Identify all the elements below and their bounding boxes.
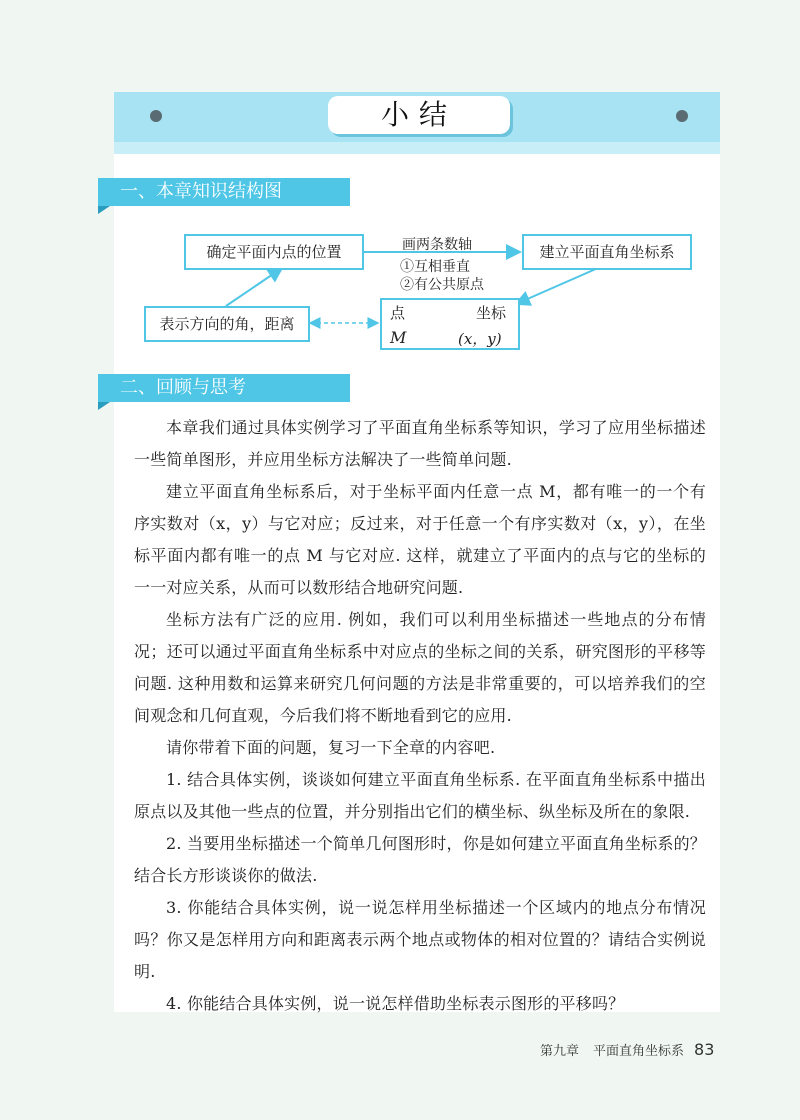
page-title: 小结	[328, 96, 510, 134]
section-heading-knowledge-map: 一、本章知识结构图	[98, 178, 350, 206]
arrow-label-two-axes: 画两条数轴	[402, 237, 472, 253]
page-number: 83	[694, 1040, 715, 1059]
box-build-coordinate-system: 建立平面直角坐标系	[522, 234, 692, 270]
footer-chapter: 第九章	[540, 1044, 580, 1059]
box-determine-position: 确定平面内点的位置	[184, 234, 364, 270]
arrow-direction-to-position	[226, 268, 282, 306]
arrow-system-to-point	[516, 268, 598, 304]
arrow-label-common-origin: ②有公共原点	[400, 277, 484, 293]
paragraph-review-prompt: 请你带着下面的问题，复习一下全章的内容吧.	[166, 738, 496, 757]
box-direction-distance: 表示方向的角，距离	[144, 306, 310, 342]
question-4: 4. 你能结合具体实例，说一说怎样借助坐标表示图形的平移吗？	[166, 994, 625, 1013]
review-body	[134, 412, 706, 1020]
footer-chapter-title: 平面直角坐标系	[593, 1044, 685, 1059]
page-footer	[540, 1040, 714, 1059]
label-point-m: M	[390, 328, 407, 347]
label-coordinate-xy: (x，y)	[458, 330, 502, 348]
paragraph-coordinate-correspondence: 建立平面直角坐标系后，对于坐标平面内任意一点 M，都有唯一的一个有序实数对（x，y）与它对应；反过来，对于任意一个有序实数对（x，y），在坐标平面内都有唯一的点 M 与它对应. 这样，就建立了平面内的点与它的坐标的一一对应关系，从而可以数形结合地研究问题.	[134, 482, 706, 597]
question-3: 3. 你能结合具体实例，说一说怎样用坐标描述一个区域内的地点分布情况吗？你又是怎样用方向和距离表示两个地点或物体的相对位置的？请结合实例说明.	[134, 898, 706, 981]
paragraph-applications: 坐标方法有广泛的应用. 例如，我们可以利用坐标描述一些地点的分布情况；还可以通过平面直角坐标系中对应点的坐标之间的关系，研究图形的平移等问题. 这种用数和运算来研究几何问题的方法是非常重要的，可以培养我们的空间观念和几何直观，今后我们将不断地看到它的应用.	[134, 610, 706, 725]
label-point: 点	[390, 304, 406, 322]
question-2: 2. 当要用坐标描述一个简单几何图形时，你是如何建立平面直角坐标系的？结合长方形谈谈你的做法.	[134, 834, 706, 885]
paragraph-intro: 本章我们通过具体实例学习了平面直角坐标系等知识，学习了应用坐标描述一些简单图形，并应用坐标方法解决了一些简单问题.	[134, 418, 706, 469]
question-1: 1. 结合具体实例，谈谈如何建立平面直角坐标系. 在平面直角坐标系中描出原点以及其他一些点的位置，并分别指出它们的横坐标、纵坐标及所在的象限.	[134, 770, 706, 821]
section-heading-review: 二、回顾与思考	[98, 374, 350, 402]
arrow-label-perpendicular: ①互相垂直	[400, 259, 470, 275]
label-coordinate: 坐标	[476, 304, 507, 322]
